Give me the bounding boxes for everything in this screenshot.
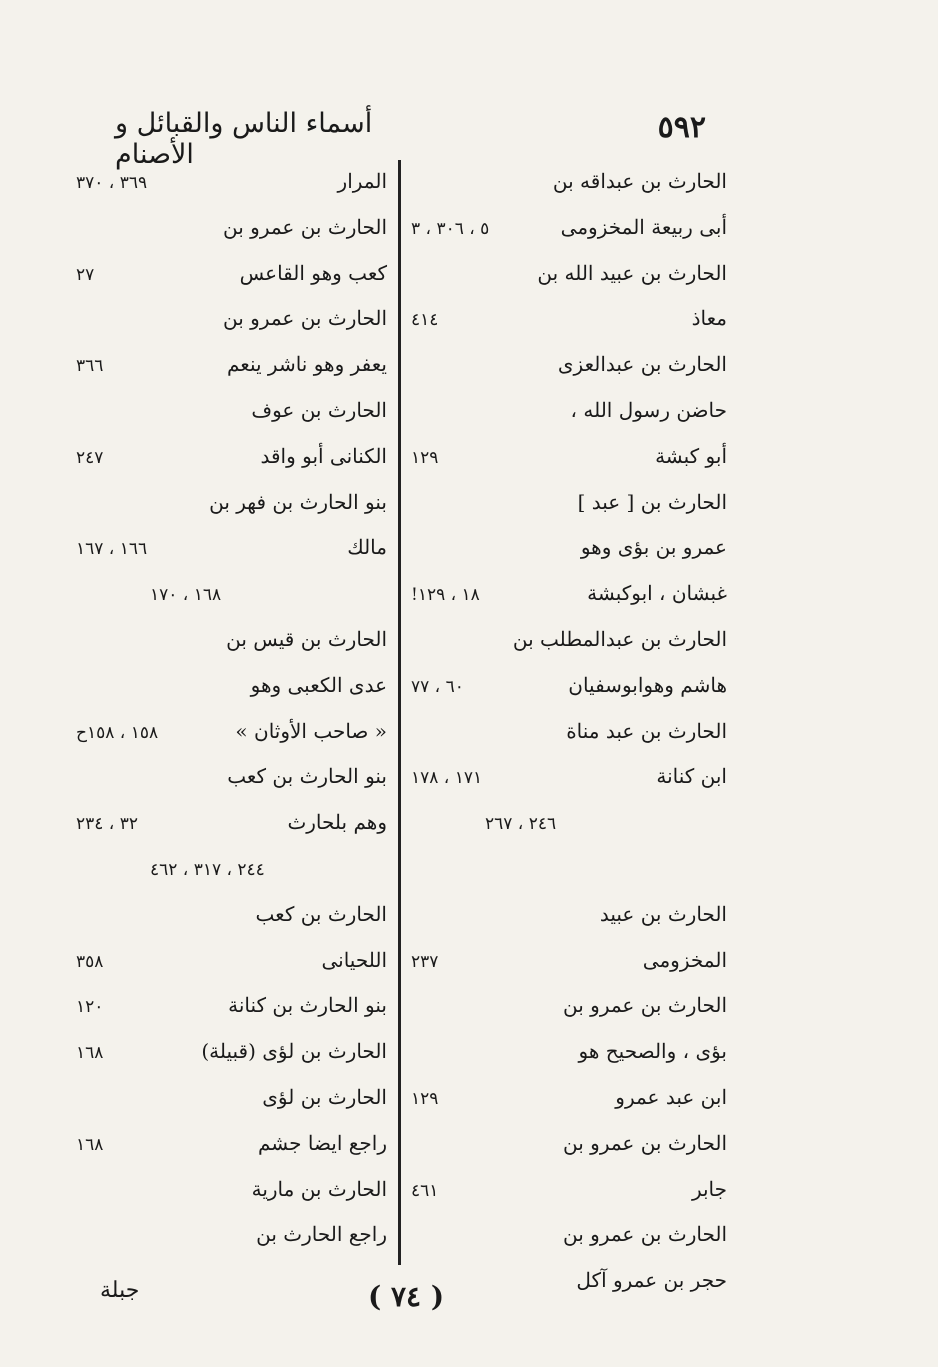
entry-pages: ١٢٠ — [76, 997, 104, 1018]
index-entry — [405, 1173, 735, 1219]
entry-pages: ١٢٩ — [411, 447, 439, 468]
entry-name: اللحيانى — [321, 947, 387, 972]
index-entry — [405, 623, 735, 669]
entry-name: وهم بلحارث — [287, 810, 387, 835]
index-entry — [70, 531, 395, 577]
entry-name: ابن عبد عمرو — [615, 1084, 727, 1109]
entry-pages: ٢٣٧ — [411, 951, 439, 972]
index-entry — [70, 623, 395, 669]
index-entry — [70, 1218, 395, 1264]
index-entry — [70, 669, 395, 715]
index-entry — [70, 486, 395, 532]
entry-name: أبى ربيعة المخزومى — [560, 214, 727, 239]
index-entry — [405, 1081, 735, 1127]
entry-pages: ٣٦٩ ، ٣٧٠ — [76, 173, 148, 193]
index-entry — [405, 989, 735, 1035]
entry-name: الحارث بن عمرو بن — [223, 306, 387, 331]
entry-name: بنو الحارث بن كنانة — [228, 993, 387, 1018]
entry-name: عدى الكعبى وهو — [250, 672, 387, 697]
index-entry — [70, 348, 395, 394]
entry-name: حاضن رسول الله ، — [570, 397, 727, 422]
index-entry — [70, 852, 395, 898]
entry-name: غبشان ، ابوكبشة — [587, 581, 727, 606]
index-entry — [405, 211, 735, 257]
index-entry — [405, 257, 735, 303]
index-column-left — [70, 165, 395, 1264]
index-entry — [405, 1035, 735, 1081]
entry-name: الحارث بن عمرو بن — [223, 214, 387, 239]
index-entry — [70, 898, 395, 944]
entry-pages: ٥ ، ٣٠٦ ، ٣ — [411, 218, 490, 239]
running-title: أسماء الناس والقبائل و الأصنام — [115, 108, 373, 170]
entry-name: يعفر وهو ناشر ينعم — [227, 352, 387, 377]
entry-pages: ١٥٨ ، ١٥٨ح — [76, 722, 159, 743]
entry-name: الحارث بن عمرو بن — [563, 1222, 727, 1247]
index-entry — [405, 1218, 735, 1264]
index-entry — [405, 944, 735, 990]
entry-pages: ٢٤٤ ، ٣١٧ ، ٤٦٢ — [150, 859, 265, 880]
index-entry — [405, 1127, 735, 1173]
entry-name: الحارث بن لؤى (قبيلة) — [201, 1039, 387, 1064]
index-entry — [70, 211, 395, 257]
entry-pages: ١٢٩ — [411, 1088, 439, 1109]
index-entry — [70, 760, 395, 806]
entry-name: المخزومى — [642, 947, 727, 972]
entry-pages: ١٧١ ، ١٧٨ — [411, 768, 483, 789]
index-entry — [405, 669, 735, 715]
index-entry — [405, 1264, 735, 1310]
entry-name: الحارث بن [ عبد ] — [577, 489, 727, 514]
entry-name: كعب وهو القاعس — [239, 260, 387, 285]
entry-name: الحارث بن عبداقه بن — [552, 169, 727, 193]
entry-name: جابر — [691, 1176, 727, 1201]
index-entry — [70, 1173, 395, 1219]
index-entry — [405, 577, 735, 623]
entry-name: الحارث بن عبيد الله بن — [537, 260, 727, 285]
index-entry — [405, 806, 735, 852]
entry-name: الحارث بن عمرو بن — [563, 993, 727, 1018]
index-entry — [405, 898, 735, 944]
entry-name: الحارث بن مارية — [251, 1176, 387, 1201]
index-entry — [70, 1081, 395, 1127]
entry-pages: ١٦٦ ، ١٦٧ — [76, 539, 148, 560]
entry-name: الحارث بن عوف — [251, 397, 387, 422]
entry-name: الحارث بن عبدالعزى — [557, 352, 727, 377]
entry-pages: ٤١٤ — [411, 310, 439, 331]
page-number: ٥٩٢ — [657, 110, 706, 145]
index-entry — [70, 989, 395, 1035]
entry-name: راجع الحارث بن — [256, 1222, 387, 1247]
index-entry — [70, 577, 395, 623]
index-entry — [70, 257, 395, 303]
index-entry — [70, 1127, 395, 1173]
entry-name: الكنانى أبو واقد — [260, 443, 387, 468]
entry-name: الحارث بن لؤى — [262, 1084, 387, 1109]
entry-name: بنو الحارث بن فهر بن — [209, 489, 387, 514]
index-entry — [405, 440, 735, 486]
entry-name: الحارث بن عبد مناة — [566, 718, 727, 743]
entry-name: حجر بن عمرو آكل — [576, 1268, 727, 1293]
entry-pages: ٣٢ ، ٢٣٤ — [76, 814, 138, 835]
entry-pages: ١٦٨ ، ١٧٠ — [150, 585, 222, 606]
entry-pages: ٤٦١ — [411, 1180, 439, 1201]
index-entry — [405, 394, 735, 440]
entry-name: مالك — [347, 535, 387, 560]
entry-name: الحارث بن قيس بن — [226, 626, 387, 651]
index-entry — [405, 715, 735, 761]
column-divider — [398, 160, 401, 1265]
entry-name: ابن كنانة — [656, 764, 727, 789]
entry-pages: ٣٦٦ — [76, 356, 104, 377]
page-marker: ( ٧٤ ) — [368, 1280, 445, 1313]
entry-name: أبو كبشة — [655, 443, 727, 468]
index-entry — [405, 760, 735, 806]
index-entry — [405, 531, 735, 577]
entry-pages: ٢٤٧ — [76, 447, 104, 468]
entry-name: الحارث بن كعب — [255, 901, 387, 926]
entry-pages: ٢٤٦ ، ٢٦٧ — [485, 814, 557, 835]
entry-name: « صاحب الأوثان » — [235, 718, 387, 743]
index-entry — [405, 852, 735, 898]
entry-pages: ١٦٨ — [76, 1043, 104, 1064]
index-entry — [70, 944, 395, 990]
entry-name: راجع ايضا جشم — [257, 1130, 387, 1155]
index-column-right — [405, 165, 735, 1310]
catchword: جبلة — [100, 1278, 140, 1303]
index-entry — [405, 302, 735, 348]
entry-pages: ٣٥٨ — [76, 951, 104, 972]
index-entry — [405, 165, 735, 211]
entry-name: عمرو بن بؤى وهو — [580, 535, 727, 560]
entry-name: بؤى ، والصحيح هو — [578, 1039, 727, 1064]
entry-name: المرار — [337, 169, 387, 193]
entry-name: الحارث بن عبدالمطلب بن — [512, 626, 727, 651]
entry-pages: ٢٧ — [76, 264, 95, 285]
index-entry — [70, 715, 395, 761]
entry-name: الحارث بن عمرو بن — [563, 1130, 727, 1155]
index-entry — [70, 440, 395, 486]
index-entry — [70, 302, 395, 348]
index-entry — [405, 348, 735, 394]
index-entry — [70, 1035, 395, 1081]
entry-name: بنو الحارث بن كعب — [227, 764, 387, 789]
entry-pages: ٦٠ ، ٧٧ — [411, 676, 464, 697]
index-entry — [405, 486, 735, 532]
entry-name: الحارث بن عبيد — [599, 901, 727, 926]
entry-name: معاذ — [691, 306, 727, 331]
entry-pages: ١٨ ، ١٢٩! — [411, 585, 480, 606]
entry-pages: ١٦٨ — [76, 1134, 104, 1155]
index-entry — [70, 165, 395, 211]
entry-name: هاشم وهوابوسفيان — [568, 672, 727, 697]
index-entry — [70, 806, 395, 852]
index-entry — [70, 394, 395, 440]
